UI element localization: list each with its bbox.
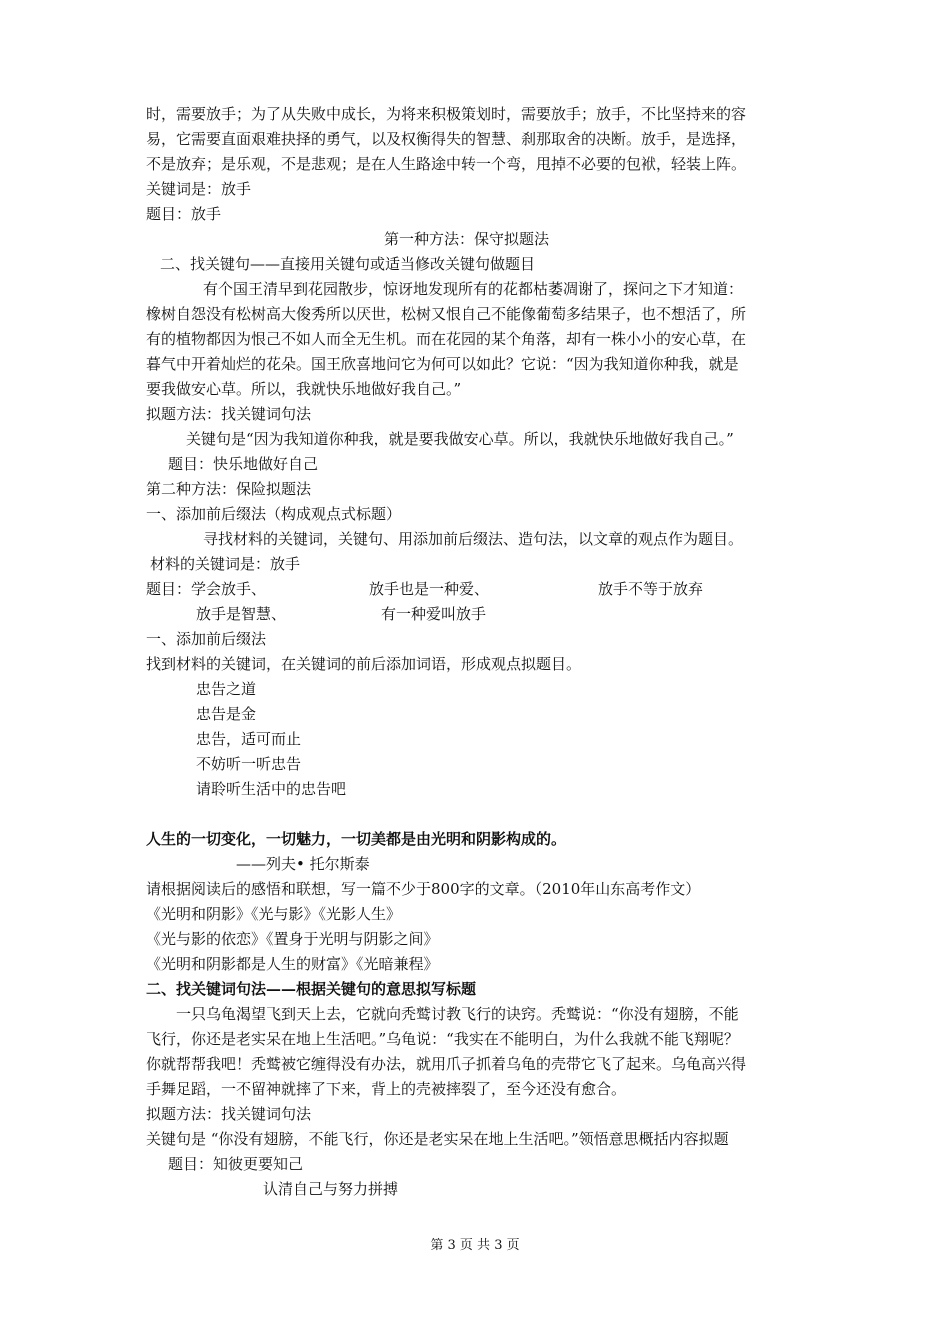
title-example: 忠告之道 xyxy=(196,680,257,698)
title-option: 有一种爱叫放手 xyxy=(381,605,487,623)
title-line: 题目：知彼更要知己 xyxy=(168,1155,304,1173)
title-option: 放手是智慧、 xyxy=(196,605,287,623)
title-example: 请聆听生活中的忠告吧 xyxy=(196,780,347,798)
paragraph-line: 暮气中开着灿烂的花朵。国王欣喜地问它为何可以如此？它说：“因为我知道你种我，就是 xyxy=(146,355,739,373)
method-line: 拟题方法：找关键词句法 xyxy=(146,405,312,423)
title-examples-line: 《光明和阴影都是人生的财富》《光暗兼程》 xyxy=(146,955,439,973)
paragraph-line: 寻找材料的关键词，关键句、用添加前后缀法、造句法，以文章的观点作为题目。 xyxy=(203,530,744,548)
title-example: 忠告是金 xyxy=(196,705,257,723)
section-heading: 一、添加前后缀法（构成观点式标题） xyxy=(146,505,402,523)
paragraph-line: 一只乌龟渴望飞到天上去，它就向秃鹫讨教飞行的诀窍。秃鹫说：“你没有翅膀，不能 xyxy=(176,1005,739,1023)
quote-author: ——列夫• 托尔斯泰 xyxy=(236,855,370,873)
section-heading: 二、找关键句——直接用关键句或适当修改关键句做题目 xyxy=(160,255,536,273)
title-examples-line: 《光与影的依恋》《置身于光明与阴影之间》 xyxy=(146,930,439,948)
paragraph-line: 你就帮帮我吧！秃鹫被它缠得没有办法，就用爪子抓着乌龟的壳带它飞了起来。乌龟高兴得 xyxy=(146,1055,747,1073)
title-example: 忠告，适可而止 xyxy=(196,730,302,748)
method-line: 拟题方法：找关键词句法 xyxy=(146,1105,312,1123)
page-footer: 第 3 页 共 3 页 xyxy=(430,1238,520,1253)
title-option: 放手也是一种爱、 xyxy=(369,580,490,598)
title-examples-line: 《光明和阴影》《光与影》《光影人生》 xyxy=(146,905,402,923)
paragraph-line: 不是放弃；是乐观，不是悲观；是在人生路途中转一个弯，甩掉不必要的包袱，轻装上阵。 xyxy=(146,155,747,173)
keyword-line: 关键词是：放手 xyxy=(146,180,252,198)
paragraph-line: 找到材料的关键词，在关键词的前后添加词语，形成观点拟题目。 xyxy=(146,655,582,673)
title-option: 放手不等于放弃 xyxy=(598,580,704,598)
keyword-line: 材料的关键词是：放手 xyxy=(150,555,301,573)
section-heading: 一、添加前后缀法 xyxy=(146,630,267,648)
method-heading: 第二种方法：保险拟题法 xyxy=(146,480,312,498)
quote-line: 人生的一切变化，一切魅力，一切美都是由光明和阴影构成的。 xyxy=(146,830,567,848)
key-sentence-line: 关键句是 “你没有翅膀，不能飞行，你还是老实呆在地上生活吧。”领悟意思概括内容拟题 xyxy=(146,1130,729,1148)
title-line: 认清自己与努力拼搏 xyxy=(263,1180,399,1198)
section-heading: 二、找关键词句法——根据关键句的意思拟写标题 xyxy=(146,980,477,998)
paragraph-line: 橡树自怨没有松树高大俊秀所以厌世，松树又恨自己不能像葡萄多结果子，也不想活了，所 xyxy=(146,305,747,323)
title-line: 题目：放手 xyxy=(146,205,222,223)
paragraph-line: 有个国王清早到花园散步，惊讶地发现所有的花都枯萎凋谢了，探问之下才知道： xyxy=(203,280,744,298)
paragraph-line: 要我做安心草。所以，我就快乐地做好我自己。” xyxy=(146,380,462,398)
title-line: 题目：快乐地做好自己 xyxy=(168,455,319,473)
paragraph-line: 飞行，你还是老实呆在地上生活吧。”乌龟说：“我实在不能明白，为什么我就不能飞翔呢？ xyxy=(146,1030,739,1048)
paragraph-line: 易，它需要直面艰难抉择的勇气，以及权衡得失的智慧、刹那取舍的决断。放手，是选择， xyxy=(146,130,747,148)
prompt-line: 请根据阅读后的感悟和联想，写一篇不少于800字的文章。（2010年山东高考作文） xyxy=(146,880,701,898)
key-sentence-line: 关键句是“因为我知道你种我，就是要我做安心草。所以，我就快乐地做好我自己。” xyxy=(186,430,734,448)
title-example: 不妨听一听忠告 xyxy=(196,755,302,773)
title-option: 题目：学会放手、 xyxy=(146,580,267,598)
paragraph-line: 有的植物都因为恨己不如人而全无生机。而在花园的某个角落，却有一株小小的安心草，在 xyxy=(146,330,747,348)
paragraph-line: 时，需要放手；为了从失败中成长，为将来积极策划时，需要放手；放手，不比坚持来的容 xyxy=(146,105,747,123)
method-heading: 第一种方法：保守拟题法 xyxy=(384,230,550,248)
paragraph-line: 手舞足蹈，一不留神就摔了下来，背上的壳被摔裂了，至今还没有愈合。 xyxy=(146,1080,627,1098)
